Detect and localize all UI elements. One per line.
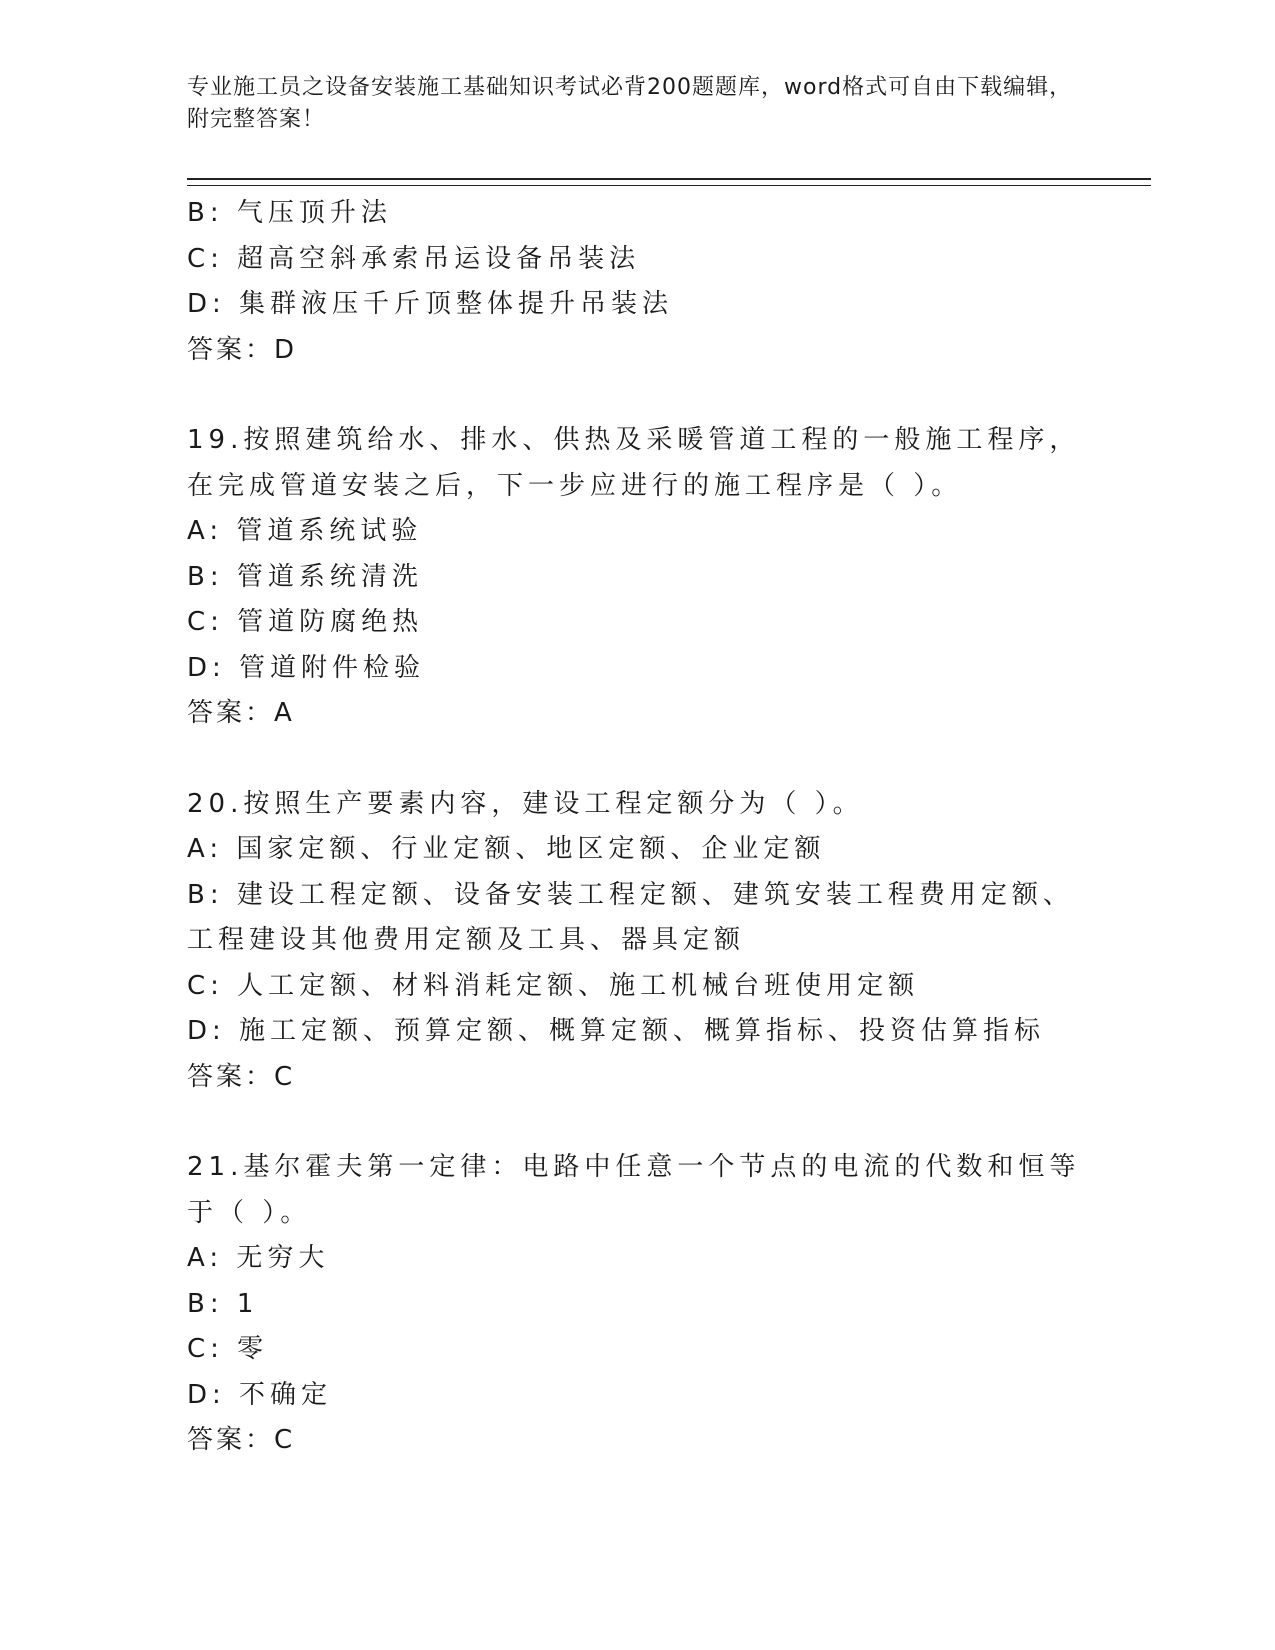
q19-option-c: C: 管道防腐绝热 [187, 607, 424, 637]
q21-option-b: B: 1 [187, 1288, 259, 1319]
q18-option-d: D: 集群液压千斤顶整体提升吊装法 [187, 289, 674, 319]
q18-option-c: C: 超高空斜承索吊运设备吊装法 [187, 243, 641, 274]
q18-option-b: B: 气压顶升法 [187, 198, 392, 228]
question-20-block [187, 782, 1087, 1101]
spacer [187, 1100, 1087, 1145]
q20-option-a: A: 国家定额、行业定额、地区定额、企业定额 [187, 834, 826, 864]
q21-option-a: A: 无穷大 [187, 1243, 330, 1273]
q20-answer: 答案：C [187, 1061, 296, 1092]
header-divider [187, 178, 1151, 186]
q18-answer: 答案：D [187, 334, 298, 365]
spacer [187, 737, 1087, 782]
q21-answer: 答案：C [187, 1425, 296, 1455]
q21-question: 21.基尔霍夫第一定律：电路中任意一个节点的电流的代数和恒等于（ ）。 [187, 1152, 1081, 1228]
question-content [187, 191, 1087, 1464]
q20-option-b: B: 建设工程定额、设备安装工程定额、建筑安装工程费用定额、工程建设其他费用定额及工具、器具定额 [187, 879, 1074, 955]
q19-option-b: B: 管道系统清洗 [187, 561, 423, 592]
q19-answer: 答案：A [187, 698, 295, 728]
q20-question: 20.按照生产要素内容，建设工程定额分为（ ）。 [187, 788, 864, 819]
q21-option-d: D: 不确定 [187, 1379, 333, 1410]
q20-option-d: D: 施工定额、预算定额、概算定额、概算指标、投资估算指标 [187, 1016, 1046, 1046]
q19-option-d: D: 管道附件检验 [187, 652, 426, 683]
question-19-block [187, 418, 1087, 737]
document-header-title: 专业施工员之设备安装施工基础知识考试必背200题题库，word格式可自由下载编辑，附完整答案！ [187, 75, 1073, 132]
question-21-block [187, 1145, 1087, 1464]
q19-question: 19.按照建筑给水、排水、供热及采暖管道工程的一般施工程序，在完成管道安装之后，下一步应进行的施工程序是（ ）。 [187, 425, 1081, 501]
q20-option-c: C: 人工定额、材料消耗定额、施工机械台班使用定额 [187, 970, 920, 1001]
q21-option-c: C: 零 [187, 1334, 269, 1364]
q19-option-a: A: 管道系统试验 [187, 516, 423, 546]
question-18-block [187, 191, 1087, 373]
spacer [187, 373, 1087, 418]
